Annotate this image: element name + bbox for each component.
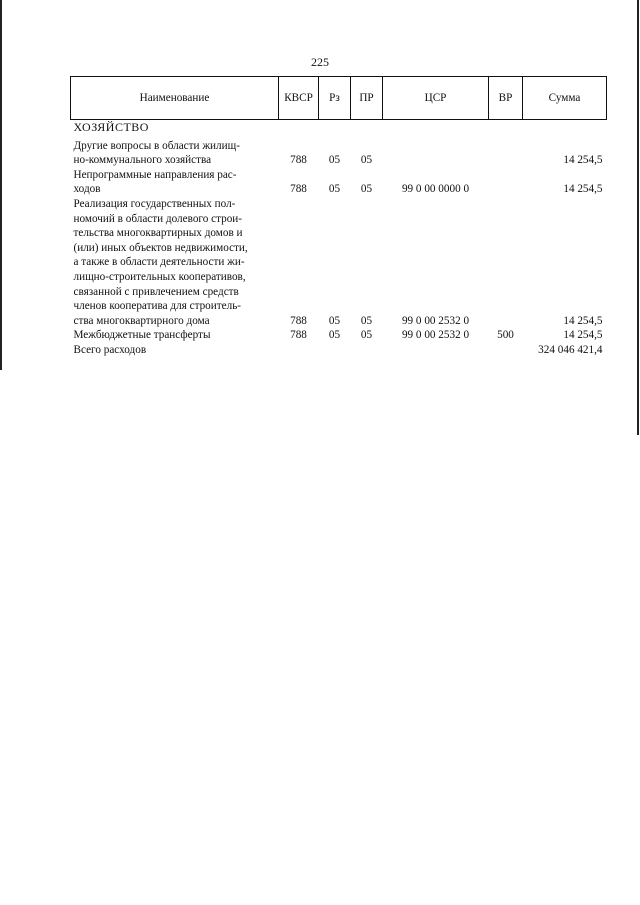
table-row <box>71 197 607 328</box>
row-name-line: членов кооператива для строитель- <box>73 300 242 313</box>
row-kvsr: 788 <box>290 329 307 342</box>
row-name-line: Реализация государственных пол- <box>73 197 236 210</box>
total-label: Всего расходов <box>73 343 147 356</box>
row-vr <box>489 197 523 328</box>
row-name <box>71 197 279 328</box>
row-name-line: (или) иных объектов недвижимости, <box>73 241 248 254</box>
row-name <box>71 135 279 168</box>
row-name-line: тельства многоквартирных домов и <box>73 227 243 240</box>
row-vr <box>489 135 523 168</box>
row-kvsr: 788 <box>290 154 307 167</box>
row-rz: 05 <box>328 183 341 196</box>
total-sum: 324 046 421,4 <box>538 343 603 356</box>
header-vr: ВР <box>489 77 523 120</box>
table-row <box>71 168 607 197</box>
row-sum: 14 254,5 <box>563 183 603 196</box>
row-csr <box>383 135 489 168</box>
row-rz: 05 <box>328 314 341 327</box>
row-kvsr: 788 <box>290 183 307 196</box>
row-pr: 05 <box>360 314 373 327</box>
row-name <box>71 328 279 343</box>
table-header-row <box>71 77 607 120</box>
row-sum: 14 254,5 <box>563 154 603 167</box>
page-number: 225 <box>311 55 329 69</box>
row-name-line: но-коммунального хозяйства <box>73 154 212 167</box>
section-title: ХОЗЯЙСТВО <box>73 120 149 134</box>
row-csr: 99 0 00 2532 0 <box>401 329 470 342</box>
section-title-row <box>71 120 607 135</box>
row-pr: 05 <box>360 329 373 342</box>
row-kvsr: 788 <box>290 314 307 327</box>
row-name-line: ходов <box>73 183 101 196</box>
row-name-line: связанной с привлечением средств <box>73 285 239 298</box>
header-kvsr: КВСР <box>279 77 319 120</box>
total-row <box>71 343 607 358</box>
row-name-line: а также в области деятельности жи- <box>73 256 245 269</box>
row-name-line: Непрограммные направления рас- <box>73 168 237 181</box>
row-name-line: Другие вопросы в области жилищ- <box>73 139 240 152</box>
header-name: Наименование <box>71 77 279 120</box>
row-csr: 99 0 00 2532 0 <box>401 314 470 327</box>
row-sum: 14 254,5 <box>563 329 603 342</box>
row-csr: 99 0 00 0000 0 <box>401 183 470 196</box>
row-pr: 05 <box>360 183 373 196</box>
row-rz: 05 <box>328 154 341 167</box>
row-name-line: лищно-строительных кооперативов, <box>73 270 246 283</box>
row-name-line: номочий в области долевого строи- <box>73 212 242 225</box>
header-sum: Сумма <box>523 77 607 120</box>
row-name-line: Межбюджетные трансферты <box>73 329 211 342</box>
row-rz: 05 <box>328 329 341 342</box>
row-pr: 05 <box>360 154 373 167</box>
budget-table <box>70 76 607 358</box>
header-csr: ЦСР <box>383 77 489 120</box>
header-pr: ПР <box>351 77 383 120</box>
table-row <box>71 135 607 168</box>
row-vr <box>489 168 523 197</box>
row-name <box>71 168 279 197</box>
header-rz: Рз <box>319 77 351 120</box>
table-row <box>71 328 607 343</box>
row-vr: 500 <box>497 329 514 342</box>
row-name-line: ства многоквартирного дома <box>73 314 210 327</box>
row-sum: 14 254,5 <box>563 314 603 327</box>
